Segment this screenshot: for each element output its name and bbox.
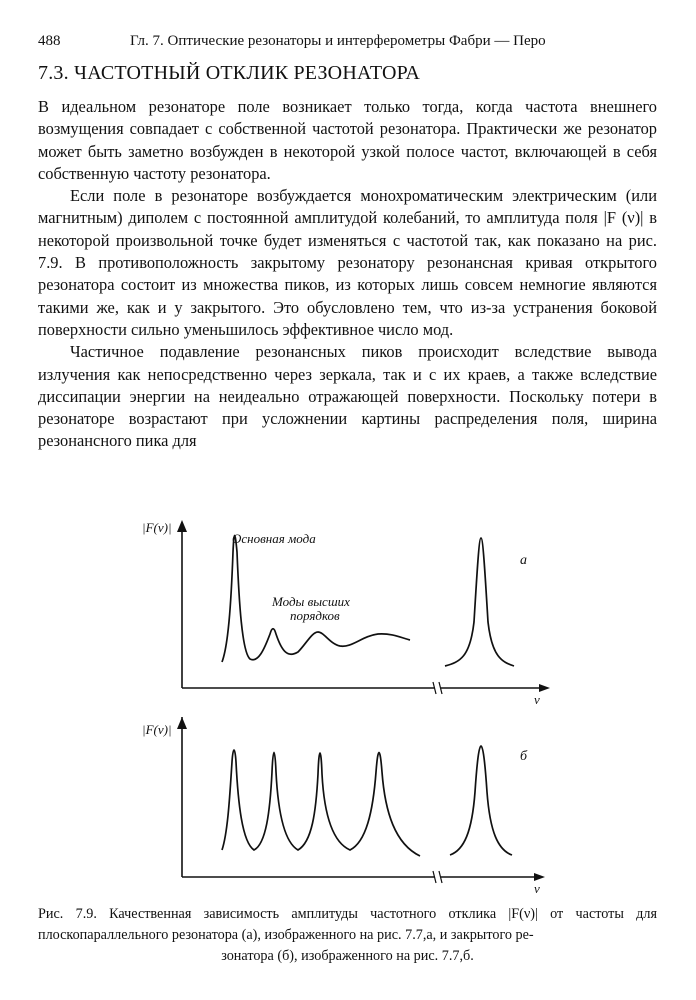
higher-modes-label-line1: Моды высших [272, 594, 350, 609]
panel-b [142, 717, 545, 896]
panel-b-y-label: |F(ν)| [142, 722, 172, 737]
panel-a-y-label: |F(ν)| [142, 520, 172, 535]
paragraph-1: В идеальном резонаторе поле возникает только тогда, когда частота внешнего возмущения совпадает с собственной частотой резонатора. Практически же резонатор может быть заметно возбужден в некоторой узкой полосе частот, включающей в себя собственную частоту резонатора. [38, 97, 657, 183]
caption-last-line: зонатора (б), изображенного на рис. 7.7,б. [221, 948, 474, 964]
running-head: Гл. 7. Оптические резонаторы и интерферометры Фабри — Перо [130, 33, 546, 49]
paragraph-3: Частичное подавление резонансных пиков происходит вследствие вывода излучения как непосредственно через зеркала, так и с их краев, а также вследствие диссипации энергии на неидеально отражающей поверхности. Поскольку потери в резонаторе возрастают при усложнении картины распределения поля, ширина резонансного пика для [38, 342, 657, 451]
figure-caption [38, 904, 657, 967]
paragraph-2: Если поле в резонаторе возбуждается монохроматическим электрическим (или магнитным) диполем с постоянной амплитудой колебаний, то амплитуда поля |F (ν)| в некоторой произвольной точке будет изменяться с частотой так, как показано на рис. 7.9. В противоположность закрытому резонатору резонансная кривая открытого резонатора состоит из множества пиков, из которых лишь совсем немногие являются такими же, как и у закрытого. Это обусловлено тем, что из-за устранения боковой поверхности сильно уменьшилось эффективное число мод. [38, 186, 657, 339]
section-title: 7.3. ЧАСТОТНЫЙ ОТКЛИК РЕЗОНАТОРА [38, 62, 421, 84]
panel-a-x-label: ν [534, 692, 540, 707]
panel-a-y-arrow [177, 520, 187, 532]
panel-a-main-mode-peak [445, 538, 514, 666]
panel-a-x-arrow [539, 684, 550, 692]
figure-7-9 [130, 512, 560, 897]
panel-a-letter: a [520, 553, 527, 568]
panel-b-x-arrow [534, 873, 545, 881]
panel-b-single-peak [450, 746, 512, 855]
body-text [38, 96, 657, 453]
figure-plot [130, 512, 560, 897]
panel-b-letter: б [520, 749, 528, 764]
page-number: 488 [38, 33, 61, 49]
panel-b-x-label: ν [534, 881, 540, 896]
panel-b-y-arrow [177, 717, 187, 729]
caption-text: Рис. 7.9. Качественная зависимость амплитуды частотного отклика |F(ν)| от частоты для плоскопараллельного резонатора (a), изображенного на рис. 7.7,a, и закрытого ре- [38, 906, 657, 943]
panel-a [142, 520, 550, 707]
higher-modes-label-line2: порядков [290, 608, 340, 623]
main-mode-label: Основная мода [232, 531, 316, 546]
panel-b-closed-resonator-peaks [222, 750, 420, 856]
